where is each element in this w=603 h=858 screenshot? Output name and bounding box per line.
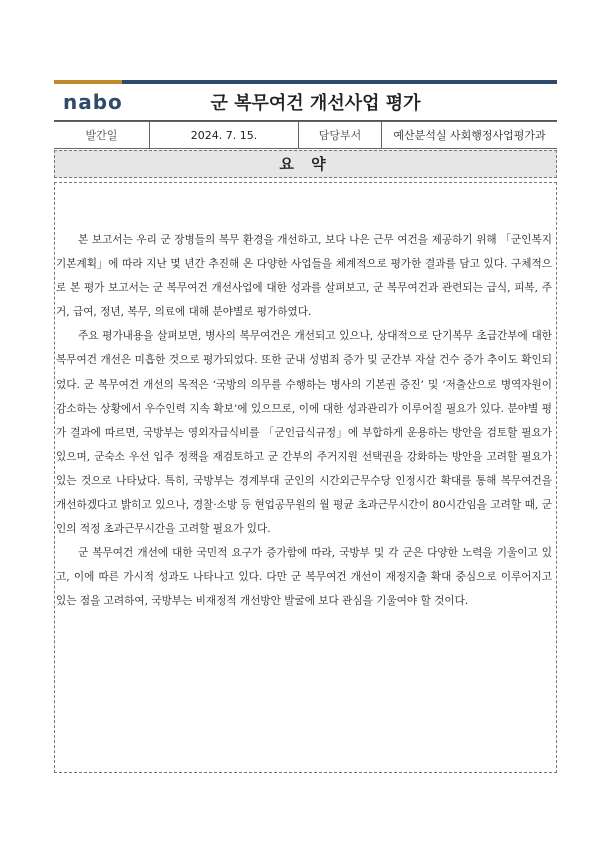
date-label: 발간일 <box>54 122 150 149</box>
summary-body <box>56 228 552 614</box>
publication-info-table <box>54 121 557 149</box>
summary-paragraph-2: 주요 평가내용을 살펴보면, 병사의 복무여건은 개선되고 있으나, 상대적으로 단기복무 초급간부에 대한 복무여건 개선은 미흡한 것으로 평가되었다. 또한 군내 성범죄 증가 및 군간부 자살 건수 증가 추이도 확인되었다. 군 복무여건 개선의 목적은 ‘국방의 의무를 수행하는 병사의 기본권 증진’ 및 ‘저출산으로 병역자원이 감소하는 상황에서 우수인력 지속 확보’에 있으므로, 이에 대한 성과관리가 이루어질 필요가 있다. 분야별 평가 결과에 따르면, 국방부는 영외자급식비를 「군인급식규정」에 부합하게 운용하는 방안을 검토할 필요가 있으며, 군숙소 우선 입주 정책을 재검토하고 군 간부의 주거지원 선택권을 강화하는 방안을 고려할 필요가 있는 것으로 나타났다. 특히, 국방부는 경계부대 군인의 시간외근무수당 인정시간 확대를 통해 복무여건을 개선하겠다고 밝히고 있으나, 경찰·소방 등 현업공무원의 월 평균 초과근무시간이 80시간임을 고려할 때, 군인의 적정 초과근무시간을 고려할 필요가 있다. <box>56 330 552 536</box>
summary-paragraph-3: 군 복무여건 개선에 대한 국민적 요구가 증가함에 따라, 국방부 및 각 군은 다양한 노력을 기울이고 있고, 이에 따른 가시적 성과도 나타나고 있다. 다만 군 복무여건 개선이 재정지출 확대 중심으로 이루어지고 있는 점을 고려하여, 국방부는 비재정적 개선방안 발굴에 보다 관심을 기울여야 할 것이다. <box>56 547 552 608</box>
publication-info-row <box>54 122 557 149</box>
date-value: 2024. 7. 15. <box>150 122 299 149</box>
department-value: 예산분석실 사회행정사업평가과 <box>382 122 558 149</box>
nabo-logo: nabo <box>63 90 123 114</box>
department-label: 담당부서 <box>299 122 382 149</box>
report-title: 군 복무여건 개선사업 평가 <box>210 93 421 114</box>
summary-paragraph-1: 본 보고서는 우리 군 장병들의 복무 환경을 개선하고, 보다 나은 근무 여건을 제공하기 위해 「군인복지기본계획」에 따라 지난 몇 년간 추진해 온 다양한 사업들을 체계적으로 평가한 결과를 담고 있다. 구체적으로 본 평가 보고서는 군 복무여건 개선사업에 대한 성과를 살펴보고, 군 복무여건과 관련되는 급식, 피복, 주거, 급여, 정년, 복무, 의료에 대해 분야별로 평가하였다. <box>56 234 552 319</box>
summary-heading: 요 약 <box>54 150 557 178</box>
report-header <box>54 84 557 121</box>
